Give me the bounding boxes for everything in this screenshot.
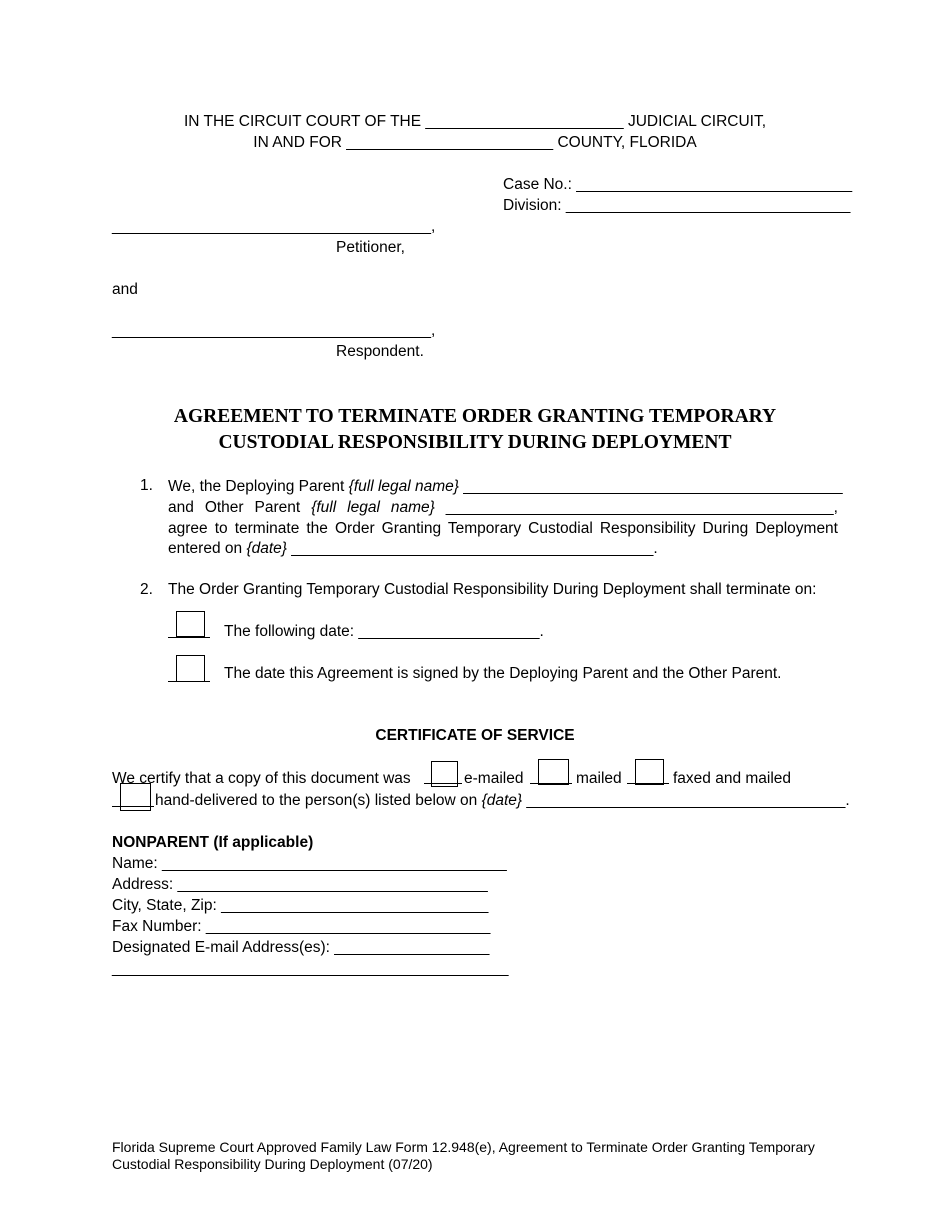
footer-line-1: Florida Supreme Court Approved Family Law Form 12.948(e), Agreement to Terminate Order Granting Temporary bbox=[112, 1139, 815, 1155]
faxed-and-mailed-label: faxed and mailed bbox=[673, 770, 792, 787]
and-label: and bbox=[112, 281, 138, 298]
item-1-line-4 bbox=[168, 539, 658, 559]
respondent-name-line[interactable]: _____________________________________, bbox=[112, 322, 436, 339]
footer-line-2: Custodial Responsibility During Deployment (07/20) bbox=[112, 1156, 433, 1172]
checkbox-underline bbox=[112, 792, 154, 807]
respondent-label: Respondent. bbox=[336, 343, 424, 360]
mailed-label: mailed bbox=[576, 770, 622, 787]
date-hint: {date} bbox=[246, 540, 287, 557]
order-date-field[interactable]: __________________________________________. bbox=[291, 540, 658, 557]
caption-line-1: IN THE CIRCUIT COURT OF THE _______________________ JUDICIAL CIRCUIT, bbox=[183, 113, 767, 130]
nonparent-extra-line[interactable]: ______________________________________________ bbox=[112, 960, 509, 977]
full-legal-name-hint: {full legal name} bbox=[348, 478, 459, 495]
item-1-line-3: agree to terminate the Order Granting Temporary Custodial Responsibility During Deployment bbox=[168, 520, 838, 537]
certificate-line-2 bbox=[155, 791, 850, 811]
deploying-parent-name-field[interactable]: ____________________________________________ bbox=[463, 478, 843, 495]
nonparent-fax-field[interactable]: Fax Number: _________________________________ bbox=[112, 918, 491, 935]
checkbox-underline bbox=[530, 769, 572, 784]
item-1-number: 1. bbox=[140, 477, 153, 494]
title-line-1: AGREEMENT TO TERMINATE ORDER GRANTING TEMPORARY bbox=[173, 406, 777, 427]
nonparent-address-field[interactable]: Address: ____________________________________ bbox=[112, 876, 488, 893]
case-number-field[interactable]: Case No.: ________________________________ bbox=[503, 176, 853, 193]
checkbox-underline bbox=[627, 769, 669, 784]
other-parent-name-field[interactable]: _____________________________________________, bbox=[445, 499, 838, 516]
following-date-option[interactable]: The following date: _____________________. bbox=[224, 623, 544, 640]
petitioner-label: Petitioner, bbox=[336, 239, 405, 256]
certificate-copy-text: We certify that a copy of this document was bbox=[112, 770, 411, 787]
checkbox-underline bbox=[168, 667, 210, 682]
entered-on-label: entered on bbox=[168, 540, 243, 557]
full-legal-name-hint: {full legal name} bbox=[311, 499, 435, 516]
nonparent-city-state-zip-field[interactable]: City, State, Zip: _______________________________ bbox=[112, 897, 489, 914]
item-2-text: The Order Granting Temporary Custodial Responsibility During Deployment shall terminate on: bbox=[168, 581, 817, 598]
item-1-line-1 bbox=[168, 476, 843, 497]
division-field[interactable]: Division: _________________________________ bbox=[503, 197, 851, 214]
emailed-label: e-mailed bbox=[464, 770, 524, 787]
hand-delivered-label: hand-delivered to the person(s) listed below on bbox=[155, 792, 478, 809]
petitioner-name-line[interactable]: _____________________________________, bbox=[112, 218, 436, 235]
agreement-signed-date-option: The date this Agreement is signed by the Deploying Parent and the Other Parent. bbox=[224, 665, 782, 682]
nonparent-name-field[interactable]: Name: ________________________________________ bbox=[112, 855, 507, 872]
title-line-2: CUSTODIAL RESPONSIBILITY DURING DEPLOYMENT bbox=[218, 432, 732, 453]
service-date-field[interactable]: _____________________________________. bbox=[526, 792, 850, 809]
item-1-line-2 bbox=[168, 497, 838, 518]
nonparent-heading: NONPARENT (If applicable) bbox=[112, 834, 314, 851]
item-2-number: 2. bbox=[140, 581, 153, 598]
checkbox-underline bbox=[424, 769, 462, 784]
certificate-of-service-heading: CERTIFICATE OF SERVICE bbox=[375, 727, 575, 744]
other-parent-label: and Other Parent bbox=[168, 499, 301, 516]
checkbox-underline bbox=[168, 623, 210, 638]
deploying-parent-label: We, the Deploying Parent bbox=[168, 478, 345, 495]
caption-line-2: IN AND FOR ________________________ COUNTY, FLORIDA bbox=[253, 134, 697, 151]
nonparent-email-field[interactable]: Designated E-mail Address(es): __________________ bbox=[112, 939, 490, 956]
date-hint: {date} bbox=[481, 792, 523, 809]
document-title bbox=[112, 404, 838, 456]
